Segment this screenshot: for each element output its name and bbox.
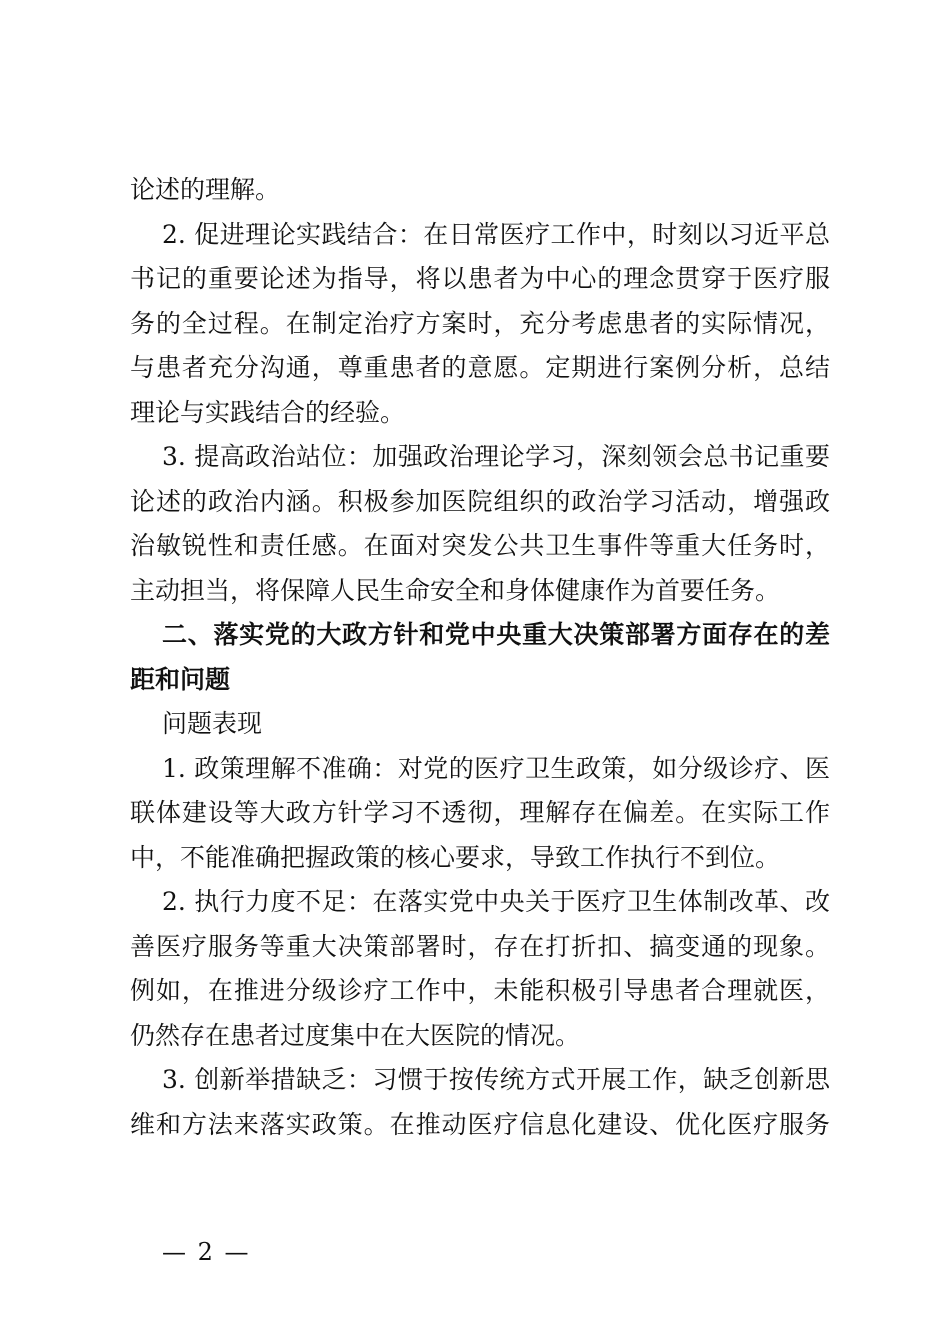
text-line: 距和问题 <box>130 664 231 694</box>
paragraph <box>130 435 830 613</box>
paragraph <box>130 168 830 213</box>
text-line: 仍然存在患者过度集中在大医院的情况。 <box>130 1020 581 1050</box>
paragraph <box>130 747 830 881</box>
text-line: 3. 创新举措缺乏：习惯于按传统方式开展工作，缺乏创新思 <box>162 1065 830 1094</box>
text-line: 二、落实党的大政方针和党中央重大决策部署方面存在的差 <box>162 620 830 649</box>
section-heading <box>130 613 830 702</box>
paragraph <box>130 702 830 747</box>
text-line: 治敏锐性和责任感。在面对突发公共卫生事件等重大任务时， <box>130 531 830 560</box>
text-line: 例如，在推进分级诊疗工作中，未能积极引导患者合理就医， <box>130 976 830 1005</box>
text-line: 与患者充分沟通，尊重患者的意愿。定期进行案例分析，总结 <box>130 353 830 382</box>
text-line: 善医疗服务等重大决策部署时，存在打折扣、搞变通的现象。 <box>130 931 830 961</box>
text-line: 主动担当，将保障人民生命安全和身体健康作为首要任务。 <box>130 575 781 605</box>
paragraph <box>130 213 830 436</box>
text-line: 论述的理解。 <box>130 175 281 204</box>
text-line: 2. 促进理论实践结合：在日常医疗工作中，时刻以习近平总 <box>162 219 830 249</box>
text-line: 论述的政治内涵。积极参加医院组织的政治学习活动，增强政 <box>130 486 830 516</box>
text-line: 问题表现 <box>162 709 263 738</box>
text-line: 务的全过程。在制定治疗方案时，充分考虑患者的实际情况， <box>130 308 830 338</box>
paragraph <box>130 880 830 1058</box>
text-line: 书记的重要论述为指导，将以患者为中心的理念贯穿于医疗服 <box>130 264 830 293</box>
paragraph <box>130 1058 830 1147</box>
text-line: 2. 执行力度不足：在落实党中央关于医疗卫生体制改革、改 <box>162 887 830 916</box>
text-line: 维和方法来落实政策。在推动医疗信息化建设、优化医疗服务 <box>130 1109 830 1139</box>
text-line: 1. 政策理解不准确：对党的医疗卫生政策，如分级诊疗、医 <box>162 753 830 783</box>
page-number: — 2 — <box>162 1238 251 1266</box>
text-line: 中，不能准确把握政策的核心要求，导致工作执行不到位。 <box>130 842 781 872</box>
text-line: 3. 提高政治站位：加强政治理论学习，深刻领会总书记重要 <box>162 442 830 471</box>
document-body <box>130 168 830 1147</box>
text-line: 理论与实践结合的经验。 <box>130 397 406 427</box>
text-line: 联体建设等大政方针学习不透彻，理解存在偏差。在实际工作 <box>130 798 830 827</box>
